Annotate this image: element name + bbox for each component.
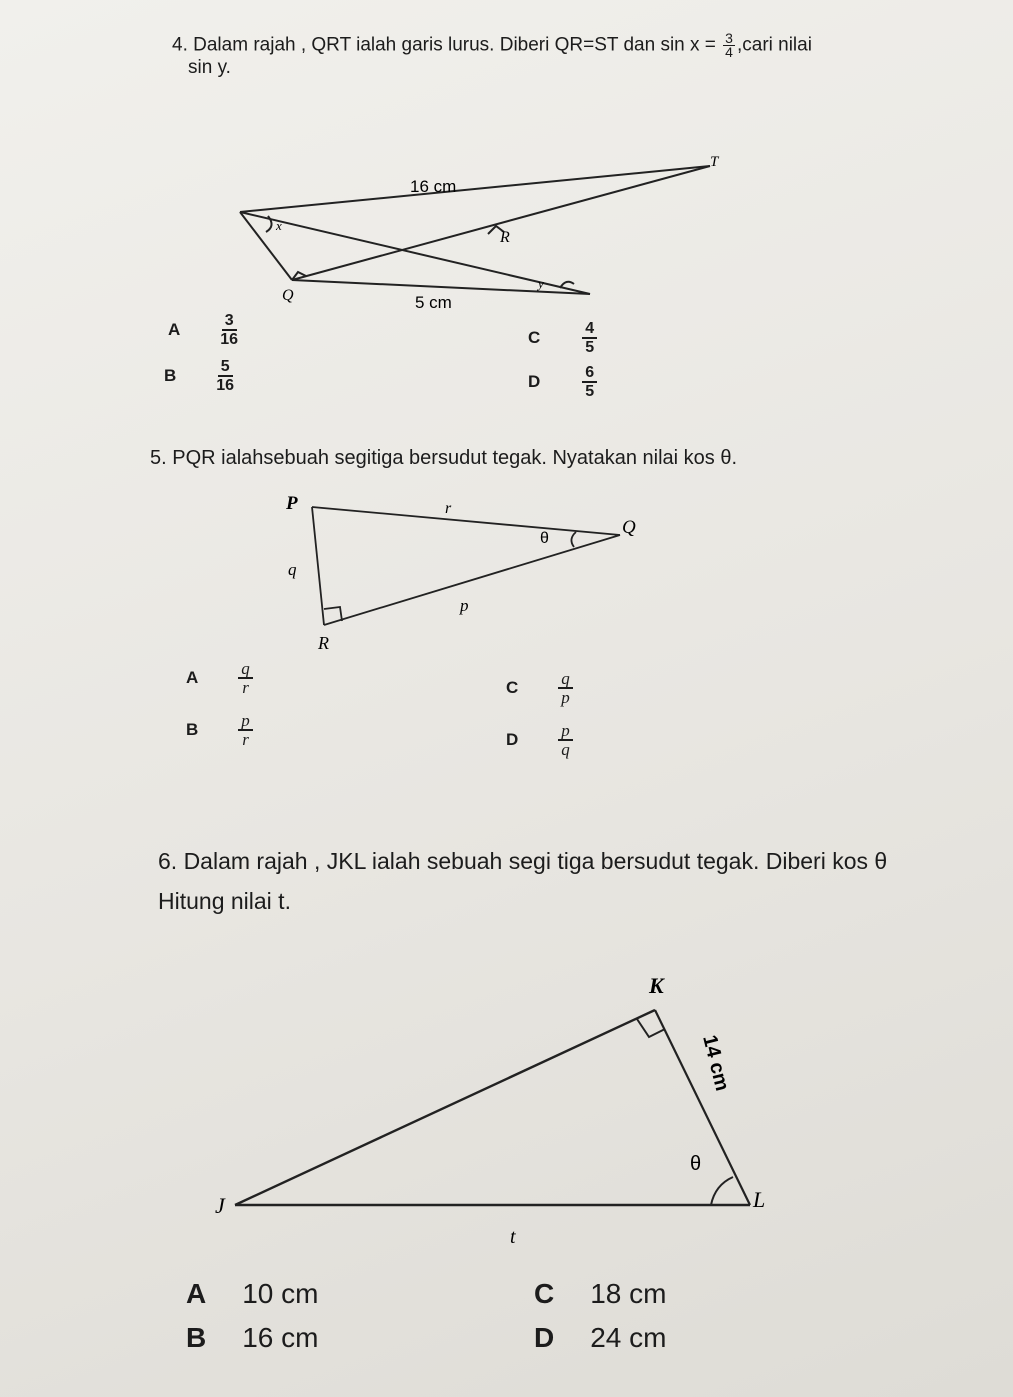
q5-label-R: R <box>318 633 329 653</box>
q4-fraction <box>723 32 735 59</box>
q5-option-b-letter: B <box>186 720 199 739</box>
q4-label-16cm: 16 cm <box>410 177 457 196</box>
q4-option-c[interactable] <box>528 320 597 356</box>
q5-option-c-num: q <box>558 670 573 689</box>
q6-angle-arc <box>711 1177 733 1205</box>
q4-number: 4. <box>172 34 188 56</box>
q5-option-b[interactable] <box>186 712 253 748</box>
q6-option-a-value: 10 cm <box>242 1278 319 1309</box>
q6-option-b-letter: B <box>186 1322 207 1353</box>
q5-label-Q: Q <box>622 517 636 538</box>
q6-diagram <box>205 965 805 1255</box>
q4-stem <box>172 32 992 59</box>
q6-label-K: K <box>649 973 664 998</box>
q5-option-a-fraction <box>238 660 253 696</box>
q6-option-d-letter: D <box>534 1322 555 1353</box>
q5-label-theta: θ <box>540 530 549 547</box>
q6-option-b-value: 16 cm <box>242 1322 319 1353</box>
q4-option-d[interactable] <box>528 364 597 400</box>
q4-option-a[interactable] <box>168 312 238 348</box>
q5-option-d-fraction <box>558 722 573 758</box>
q4-option-c-num: 4 <box>582 320 597 339</box>
q5-label-r: r <box>445 500 452 517</box>
q6-option-a[interactable] <box>186 1278 318 1310</box>
q6-stem-line1: 6. Dalam rajah , JKL ialah sebuah segi tiga bersudut tegak. Diberi kos θ <box>158 848 888 874</box>
q5-option-b-fraction <box>238 712 253 748</box>
q4-option-c-fraction <box>582 320 597 356</box>
q5-option-c[interactable] <box>506 670 573 706</box>
q6-option-a-letter: A <box>186 1278 207 1309</box>
q4-option-b-letter: B <box>164 366 177 385</box>
q5-right-angle <box>324 607 342 621</box>
q4-option-a-num: 3 <box>222 312 237 331</box>
q5-option-d[interactable] <box>506 722 573 758</box>
q5-option-a[interactable] <box>186 660 253 696</box>
q5-option-d-den: q <box>561 740 570 759</box>
q4-label-R: R <box>500 229 510 246</box>
q4-option-a-fraction <box>220 312 238 348</box>
q4-bottom-line <box>292 280 590 294</box>
q6-option-b[interactable] <box>186 1322 318 1354</box>
q5-option-a-letter: A <box>186 668 199 687</box>
q5-side-p <box>324 535 620 625</box>
q5-diagram <box>270 485 650 660</box>
q5-side-q <box>312 507 324 625</box>
q5-option-b-num: p <box>238 712 253 731</box>
q4-option-c-den: 5 <box>585 339 595 356</box>
q6-label-theta: θ <box>690 1153 702 1175</box>
q4-frac-den: 4 <box>725 44 733 60</box>
q6-stem-line2: Hitung nilai t. <box>158 888 291 914</box>
q4-option-d-fraction <box>582 364 597 400</box>
q5-option-a-num: q <box>238 660 253 679</box>
q4-top-line <box>240 166 710 212</box>
q4-option-c-letter: C <box>528 328 541 347</box>
q6-option-d-value: 24 cm <box>590 1322 667 1353</box>
q5-stem: 5. PQR ialahsebuah segitiga bersudut tegak. Nyatakan nilai kos θ. <box>150 447 738 469</box>
q6-label-L: L <box>753 1187 766 1212</box>
q5-option-c-fraction <box>558 670 573 706</box>
q6-option-c[interactable] <box>534 1278 666 1310</box>
q4-label-x: x <box>276 218 282 233</box>
q4-label-y: y <box>538 276 544 291</box>
q6-label-t: t <box>510 1226 516 1248</box>
q4-label-T: T <box>710 154 719 170</box>
q4-option-b[interactable] <box>164 358 234 394</box>
q5-option-b-den: r <box>242 730 249 749</box>
q4-label-Q: Q <box>282 287 294 304</box>
q4-option-d-num: 6 <box>582 364 597 383</box>
q4-text-a: Dalam rajah , QRT ialah garis lurus. Diberi QR=ST dan <box>193 34 656 56</box>
q4-diagram <box>220 150 740 315</box>
q4-option-d-letter: D <box>528 372 541 391</box>
q5-option-d-num: p <box>558 722 573 741</box>
q4-option-b-fraction <box>216 358 234 394</box>
q6-label-14cm: 14 cm <box>698 1032 734 1094</box>
q4-option-b-den: 16 <box>216 377 235 394</box>
q6-side-JK <box>235 1010 655 1205</box>
q5-label-q: q <box>288 560 297 579</box>
q5-option-c-letter: C <box>506 678 519 697</box>
q4-option-b-num: 5 <box>218 358 233 377</box>
q5-angle-arc <box>571 532 576 547</box>
q5-side-r <box>312 507 620 535</box>
q4-sin-x: sin x = <box>660 34 716 56</box>
q4-line2: sin y. <box>188 57 231 78</box>
q4-option-d-den: 5 <box>585 383 595 400</box>
q6-option-d[interactable] <box>534 1322 666 1354</box>
q4-label-5cm: 5 cm <box>415 293 452 312</box>
q6-option-c-value: 18 cm <box>590 1278 667 1309</box>
q5-label-p: p <box>460 596 469 615</box>
q4-frac-num: 3 <box>725 30 733 46</box>
q4-option-a-letter: A <box>168 320 181 339</box>
q4-line-QRT <box>292 166 710 280</box>
q5-option-a-den: r <box>242 678 249 697</box>
q5-option-d-letter: D <box>506 730 519 749</box>
q6-label-J: J <box>215 1193 225 1218</box>
q4-option-a-den: 16 <box>220 331 239 348</box>
q5-option-c-den: p <box>561 688 570 707</box>
q6-option-c-letter: C <box>534 1278 555 1309</box>
q4-text-b: ,cari nilai <box>736 34 812 56</box>
q5-label-P: P <box>286 493 298 514</box>
